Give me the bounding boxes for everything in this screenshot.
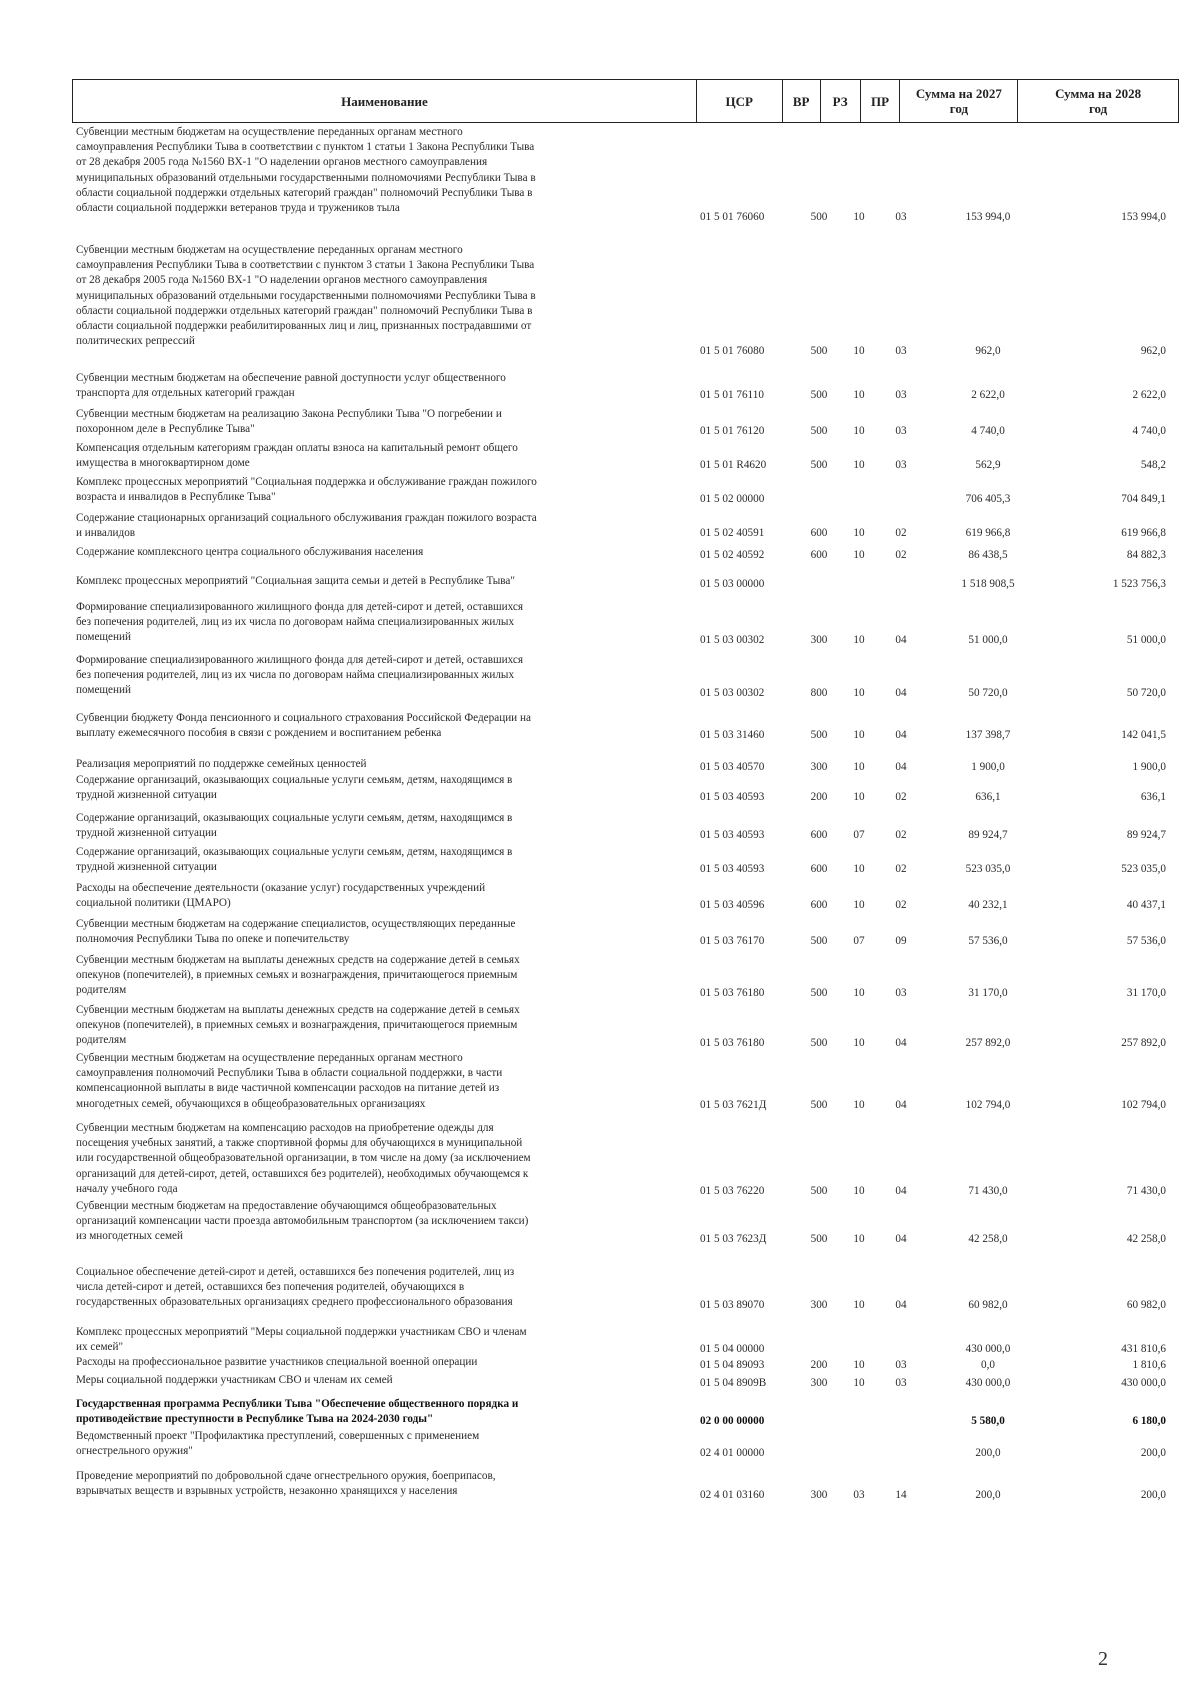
row-s28: 102 794,0 xyxy=(1121,1098,1166,1111)
row-s28: 523 035,0 xyxy=(1121,862,1166,875)
row-s28: 142 041,5 xyxy=(1121,728,1166,741)
row-s28: 2 622,0 xyxy=(1132,388,1166,401)
row-s27: 523 035,0 xyxy=(965,862,1011,875)
row-s28: 50 720,0 xyxy=(1126,686,1166,699)
row-vr: 500 xyxy=(810,458,828,471)
table-row xyxy=(72,1373,1179,1391)
row-rz: 10 xyxy=(853,1298,865,1311)
table-row xyxy=(72,441,1179,473)
row-csr: 01 5 02 40592 xyxy=(700,548,765,561)
header-sum-2027-line1: Сумма на 2027 xyxy=(915,86,1002,101)
row-name: Субвенции местным бюджетам на осуществление переданных органам местного самоуправления Республики Тыва в соответствии с пунктом 1 статьи 1 Закона Республики Тыва от 28 декабря 2005 года №1560 ВХ-1 "О наделении органов местного самоуправления муниципальных образований отдельными государственными полномочиями Республики Тыва в области социальной поддержки отдельных категорий граждан" полномочий Республики Тыва в области социальной поддержки ветеранов труда и тружеников тыла xyxy=(76,126,536,215)
row-s28: 704 849,1 xyxy=(1121,492,1166,505)
row-pr: 03 xyxy=(895,458,907,471)
row-name: Меры социальной поддержки участникам СВО и членам их семей xyxy=(76,1374,393,1386)
row-pr: 04 xyxy=(895,633,907,646)
row-s28: 430 000,0 xyxy=(1121,1376,1166,1389)
row-vr: 600 xyxy=(810,548,828,561)
row-rz: 10 xyxy=(853,458,865,471)
row-csr: 01 5 04 00000 xyxy=(700,1342,765,1355)
row-rz: 10 xyxy=(853,898,865,911)
row-rz: 10 xyxy=(853,1036,865,1049)
row-csr: 01 5 03 76180 xyxy=(700,986,765,999)
row-name: Субвенции местным бюджетам на реализацию Закона Республики Тыва "О погребении и похоронном деле в Республике Тыва" xyxy=(76,408,502,436)
row-rz: 10 xyxy=(853,760,865,773)
header-sum-2027 xyxy=(899,80,1017,122)
row-csr: 01 5 03 76180 xyxy=(700,1036,765,1049)
table-row xyxy=(72,574,1179,592)
row-s28: 431 810,6 xyxy=(1121,1342,1166,1355)
row-rz: 07 xyxy=(853,828,865,841)
row-vr: 200 xyxy=(810,790,828,803)
table-row xyxy=(72,511,1179,541)
header-sum-2028-line2: год xyxy=(1088,101,1108,116)
row-s28: 60 982,0 xyxy=(1126,1298,1166,1311)
row-csr: 01 5 01 R4620 xyxy=(700,458,767,471)
row-vr: 600 xyxy=(810,862,828,875)
row-pr: 03 xyxy=(895,388,907,401)
row-vr: 500 xyxy=(810,1232,828,1245)
row-rz: 10 xyxy=(853,1376,865,1389)
row-csr: 01 5 02 40591 xyxy=(700,526,765,539)
row-rz: 10 xyxy=(853,1184,865,1197)
row-s27: 5 580,0 xyxy=(971,1414,1005,1427)
row-name: Субвенции местным бюджетам на содержание специалистов, осуществляющих переданные полномочия Республики Тыва по опеке и попечительству xyxy=(76,918,516,946)
row-csr: 01 5 01 76110 xyxy=(700,388,764,401)
row-name: Содержание комплексного центра социального обслуживания населения xyxy=(76,546,424,558)
row-pr: 02 xyxy=(895,526,907,539)
row-vr: 200 xyxy=(810,1358,828,1371)
row-pr: 04 xyxy=(895,760,907,773)
row-s27: 71 430,0 xyxy=(968,1184,1008,1197)
row-csr: 01 5 04 89093 xyxy=(700,1358,765,1371)
row-name: Расходы на профессиональное развитие участников специальной военной операции xyxy=(76,1356,478,1368)
row-vr: 600 xyxy=(810,526,828,539)
row-rz: 10 xyxy=(853,526,865,539)
row-csr: 02 4 01 00000 xyxy=(700,1446,765,1459)
table-row xyxy=(72,545,1179,563)
row-name: Расходы на обеспечение деятельности (оказание услуг) государственных учреждений социальной политики (ЦМАРО) xyxy=(76,882,486,910)
row-rz: 10 xyxy=(853,790,865,803)
table-row xyxy=(72,371,1179,403)
row-name: Содержание стационарных организаций социального обслуживания граждан пожилого возраста и инвалидов xyxy=(76,512,537,540)
row-vr: 300 xyxy=(810,633,828,646)
row-s27: 962,0 xyxy=(975,344,1001,357)
row-name: Комплекс процессных мероприятий "Социальная защита семьи и детей в Республике Тыва" xyxy=(76,575,515,587)
row-name: Содержание организаций, оказывающих социальные услуги семьям, детям, находящимся в трудной жизненной ситуации xyxy=(76,812,513,840)
row-s28: 84 882,3 xyxy=(1126,548,1166,561)
row-pr: 02 xyxy=(895,862,907,875)
row-s28: 200,0 xyxy=(1140,1446,1166,1459)
row-s27: 619 966,8 xyxy=(965,526,1011,539)
row-s27: 2 622,0 xyxy=(971,388,1005,401)
table-row xyxy=(72,600,1179,648)
row-pr: 02 xyxy=(895,898,907,911)
row-rz: 10 xyxy=(853,548,865,561)
table-row xyxy=(72,475,1179,507)
row-vr: 500 xyxy=(810,424,828,437)
header-csr: ЦСР xyxy=(696,80,782,122)
row-rz: 03 xyxy=(853,1488,865,1501)
header-sum-2027-line2: год xyxy=(949,101,969,116)
header-sum-2028 xyxy=(1017,80,1178,122)
row-csr: 01 5 03 89070 xyxy=(700,1298,765,1311)
table-row xyxy=(72,1051,1179,1113)
row-s27: 200,0 xyxy=(975,1488,1001,1501)
row-csr: 01 5 03 40593 xyxy=(700,790,765,803)
row-name: Комплекс процессных мероприятий "Меры социальной поддержки участникам СВО и членам их семей" xyxy=(76,1326,527,1354)
row-s28: 257 892,0 xyxy=(1121,1036,1166,1049)
row-pr: 04 xyxy=(895,1036,907,1049)
row-vr: 500 xyxy=(810,388,828,401)
row-s27: 562,9 xyxy=(975,458,1001,471)
table-row xyxy=(72,407,1179,439)
row-rz: 10 xyxy=(853,1358,865,1371)
row-name: Субвенции местным бюджетам на выплаты денежных средств на содержание детей в семьях опекунов (попечителей), в приемных семьях и вознаграждения, причитающегося приемным родителям xyxy=(76,1004,520,1047)
row-s28: 6 180,0 xyxy=(1132,1414,1166,1427)
row-s28: 31 170,0 xyxy=(1126,986,1166,999)
row-rz: 10 xyxy=(853,633,865,646)
row-csr: 01 5 03 76170 xyxy=(700,934,765,947)
row-pr: 02 xyxy=(895,548,907,561)
row-vr: 500 xyxy=(810,934,828,947)
table-row xyxy=(72,1265,1179,1313)
row-name: Формирование специализированного жилищного фонда для детей-сирот и детей, оставшихся без попечения родителей, лиц из их числа по договорам найма специализированных жилых помещений xyxy=(76,654,523,697)
row-name: Субвенции местным бюджетам на компенсацию расходов на приобретение одежды для посещения учебных занятий, а также спортивной формы для обучающихся в муниципальной или государственной общеобразовательной организации, в том числе на дому (за исключением организаций для детей-сирот, детей, оставшихся без родителей), необходимых обучающемся к началу учебного года xyxy=(76,1122,531,1195)
row-s28: 1 810,6 xyxy=(1132,1358,1166,1371)
row-csr: 01 5 03 40596 xyxy=(700,898,765,911)
row-s27: 0,0 xyxy=(981,1358,995,1371)
row-csr: 01 5 03 7621Д xyxy=(700,1098,767,1111)
row-rz: 10 xyxy=(853,388,865,401)
row-s27: 430 000,0 xyxy=(965,1376,1011,1389)
row-name: Субвенции местным бюджетам на осуществление переданных органам местного самоуправления полномочий Республики Тыва в области социальной поддержки, в части компенсационной выплаты в виде частичной компенсации расходов на питание детей из многодетных семей, обучающихся в общеобразовательных организациях xyxy=(76,1052,503,1110)
row-s27: 57 536,0 xyxy=(968,934,1008,947)
table-row xyxy=(72,1121,1179,1199)
row-csr: 01 5 03 00302 xyxy=(700,686,765,699)
row-pr: 02 xyxy=(895,828,907,841)
row-name: Содержание организаций, оказывающих социальные услуги семьям, детям, находящимся в трудной жизненной ситуации xyxy=(76,774,513,802)
row-s27: 102 794,0 xyxy=(965,1098,1011,1111)
row-s27: 137 398,7 xyxy=(965,728,1011,741)
row-name: Содержание организаций, оказывающих социальные услуги семьям, детям, находящимся в трудной жизненной ситуации xyxy=(76,846,513,874)
row-s28: 548,2 xyxy=(1140,458,1166,471)
row-s28: 153 994,0 xyxy=(1121,210,1166,223)
row-csr: 01 5 01 76080 xyxy=(700,344,765,357)
table-row xyxy=(72,125,1179,225)
row-vr: 500 xyxy=(810,1098,828,1111)
row-csr: 01 5 01 76060 xyxy=(700,210,765,223)
row-vr: 600 xyxy=(810,828,828,841)
page-number: 2 xyxy=(1098,1648,1108,1670)
row-pr: 09 xyxy=(895,934,907,947)
row-rz: 10 xyxy=(853,986,865,999)
row-s27: 51 000,0 xyxy=(968,633,1008,646)
table-row xyxy=(72,881,1179,913)
row-rz: 10 xyxy=(853,1232,865,1245)
row-s28: 4 740,0 xyxy=(1132,424,1166,437)
table-row xyxy=(72,953,1179,1001)
row-name: Проведение мероприятий по добровольной сдаче огнестрельного оружия, боеприпасов, взрывчатых веществ и взрывных устройств, незаконно хранящихся у населения xyxy=(76,1470,496,1498)
row-csr: 01 5 01 76120 xyxy=(700,424,765,437)
row-vr: 300 xyxy=(810,760,828,773)
row-rz: 10 xyxy=(853,728,865,741)
row-csr: 01 5 03 31460 xyxy=(700,728,765,741)
row-csr: 01 5 03 40593 xyxy=(700,862,765,875)
row-s28: 42 258,0 xyxy=(1126,1232,1166,1245)
row-pr: 03 xyxy=(895,344,907,357)
header-name: Наименование xyxy=(341,93,428,109)
row-name: Реализация мероприятий по поддержке семейных ценностей xyxy=(76,758,367,770)
header-sum-2028-line1: Сумма на 2028 xyxy=(1055,86,1142,101)
row-vr: 600 xyxy=(810,898,828,911)
row-name: Субвенции местным бюджетам на выплаты денежных средств на содержание детей в семьях опекунов (попечителей), в приемных семьях и вознаграждения, причитающегося приемным родителям xyxy=(76,954,520,997)
row-s27: 31 170,0 xyxy=(968,986,1008,999)
row-csr: 01 5 03 00302 xyxy=(700,633,765,646)
row-s27: 153 994,0 xyxy=(965,210,1011,223)
row-name: Социальное обеспечение детей-сирот и детей, оставшихся без попечения родителей, лиц из числа детей-сирот и детей, оставшихся без попечения родителей, обучающихся в государственных образовательных организациях среднего профессионального образования xyxy=(76,1266,515,1309)
row-csr: 01 5 04 8909В xyxy=(700,1376,767,1389)
row-csr: 01 5 03 00000 xyxy=(700,577,765,590)
row-s28: 619 966,8 xyxy=(1121,526,1166,539)
row-pr: 03 xyxy=(895,210,907,223)
header-vr: ВР xyxy=(782,80,820,122)
row-name: Государственная программа Республики Тыва "Обеспечение общественного порядка и противодействие преступности в Республике Тыва на 2024-2030 годы" xyxy=(76,1398,519,1426)
row-pr: 03 xyxy=(895,1376,907,1389)
table-row xyxy=(72,917,1179,949)
row-s27: 4 740,0 xyxy=(971,424,1005,437)
row-vr: 300 xyxy=(810,1376,828,1389)
table-row xyxy=(72,1199,1179,1247)
row-vr: 500 xyxy=(810,210,828,223)
row-s27: 50 720,0 xyxy=(968,686,1008,699)
row-csr: 02 4 01 03160 xyxy=(700,1488,765,1501)
row-name: Формирование специализированного жилищного фонда для детей-сирот и детей, оставшихся без попечения родителей, лиц из их числа по договорам найма специализированных жилых помещений xyxy=(76,601,523,644)
row-s28: 962,0 xyxy=(1140,344,1166,357)
table-row xyxy=(72,1429,1179,1461)
row-csr: 01 5 02 00000 xyxy=(700,492,765,505)
table-row xyxy=(72,1003,1179,1051)
table-row xyxy=(72,845,1179,877)
row-rz: 10 xyxy=(853,344,865,357)
row-rz: 10 xyxy=(853,424,865,437)
header-rz: РЗ xyxy=(820,80,860,122)
table-row xyxy=(72,811,1179,843)
table-row xyxy=(72,1355,1179,1373)
header-pr: ПР xyxy=(860,80,900,122)
row-s27: 636,1 xyxy=(975,790,1001,803)
row-vr: 800 xyxy=(810,686,828,699)
row-s28: 1 523 756,3 xyxy=(1112,577,1166,590)
row-name: Компенсация отдельным категориям граждан оплаты взноса на капитальный ремонт общего имущества в многоквартирном доме xyxy=(76,442,518,470)
row-pr: 04 xyxy=(895,1098,907,1111)
row-name: Комплекс процессных мероприятий "Социальная поддержка и обслуживание граждан пожилого возраста и инвалидов в Республике Тыва" xyxy=(76,476,537,504)
row-rz: 07 xyxy=(853,934,865,947)
row-name: Субвенции местным бюджетам на предоставление обучающимся общеобразовательных организаций компенсации части проезда автомобильным транспортом (за исключением такси) из многодетных семей xyxy=(76,1200,529,1243)
row-pr: 03 xyxy=(895,424,907,437)
row-pr: 04 xyxy=(895,1232,907,1245)
table-row xyxy=(72,773,1179,805)
table-header xyxy=(72,79,1179,123)
row-vr: 300 xyxy=(810,1488,828,1501)
row-vr: 500 xyxy=(810,344,828,357)
row-pr: 04 xyxy=(895,1298,907,1311)
row-s28: 636,1 xyxy=(1140,790,1166,803)
table-row xyxy=(72,1325,1179,1357)
row-s27: 200,0 xyxy=(975,1446,1001,1459)
row-csr: 01 5 03 40593 xyxy=(700,828,765,841)
row-s27: 86 438,5 xyxy=(968,548,1008,561)
row-s28: 51 000,0 xyxy=(1126,633,1166,646)
row-csr: 01 5 03 76220 xyxy=(700,1184,765,1197)
row-s28: 57 536,0 xyxy=(1126,934,1166,947)
row-name: Субвенции местным бюджетам на осуществление переданных органам местного самоуправления Республики Тыва в соответствии с пунктом 3 статьи 1 Закона Республики Тыва от 28 декабря 2005 года №1560 ВХ-1 "О наделении органов местного самоуправления муниципальных образований отдельными государственными полномочиями Республики Тыва в области социальной поддержки отдельных категорий граждан" полномочий Республики Тыва в области социальной поддержки реабилитированных лиц и лиц, признанных пострадавшими от политических репрессий xyxy=(76,244,536,348)
row-csr: 01 5 03 40570 xyxy=(700,760,765,773)
row-pr: 04 xyxy=(895,1184,907,1197)
row-rz: 10 xyxy=(853,210,865,223)
row-vr: 500 xyxy=(810,728,828,741)
table-row xyxy=(72,1469,1179,1503)
row-rz: 10 xyxy=(853,862,865,875)
row-vr: 300 xyxy=(810,1298,828,1311)
row-s28: 200,0 xyxy=(1140,1488,1166,1501)
row-pr: 03 xyxy=(895,1358,907,1371)
row-s27: 89 924,7 xyxy=(968,828,1008,841)
row-pr: 04 xyxy=(895,728,907,741)
table-row xyxy=(72,653,1179,701)
row-name: Субвенции местным бюджетам на обеспечение равной доступности услуг общественного транспорта для отдельных категорий граждан xyxy=(76,372,506,400)
row-vr: 500 xyxy=(810,1036,828,1049)
row-s27: 40 232,1 xyxy=(968,898,1008,911)
table-row xyxy=(72,711,1179,743)
row-s27: 60 982,0 xyxy=(968,1298,1008,1311)
row-s27: 257 892,0 xyxy=(965,1036,1011,1049)
row-s28: 1 900,0 xyxy=(1132,760,1166,773)
row-s27: 42 258,0 xyxy=(968,1232,1008,1245)
row-s28: 40 437,1 xyxy=(1126,898,1166,911)
row-pr: 02 xyxy=(895,790,907,803)
row-csr: 01 5 03 7623Д xyxy=(700,1232,767,1245)
row-s27: 430 000,0 xyxy=(965,1342,1011,1355)
row-s27: 706 405,3 xyxy=(965,492,1011,505)
row-name: Субвенции бюджету Фонда пенсионного и социального страхования Российской Федерации на выплату ежемесячного пособия в связи с рождением и воспитанием ребенка xyxy=(76,712,531,740)
row-pr: 03 xyxy=(895,986,907,999)
table-row xyxy=(72,1397,1179,1429)
row-pr: 04 xyxy=(895,686,907,699)
row-name: Ведомственный проект "Профилактика преступлений, совершенных с применением огнестрельного оружия" xyxy=(76,1430,480,1458)
row-vr: 500 xyxy=(810,986,828,999)
table-row xyxy=(72,243,1179,359)
row-csr: 02 0 00 00000 xyxy=(700,1414,765,1427)
row-s27: 1 518 908,5 xyxy=(961,577,1015,590)
row-s28: 71 430,0 xyxy=(1126,1184,1166,1197)
row-pr: 14 xyxy=(895,1488,907,1501)
row-rz: 10 xyxy=(853,686,865,699)
row-vr: 500 xyxy=(810,1184,828,1197)
row-s27: 1 900,0 xyxy=(971,760,1005,773)
row-rz: 10 xyxy=(853,1098,865,1111)
row-s28: 89 924,7 xyxy=(1126,828,1166,841)
